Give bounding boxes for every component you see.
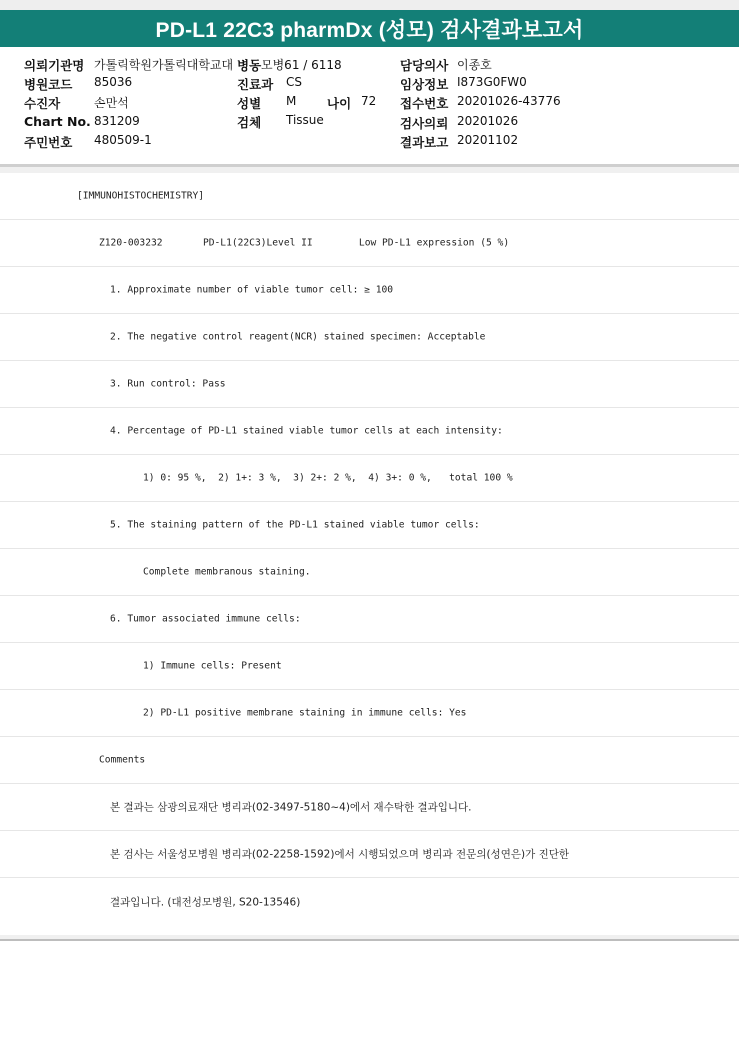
report-line: Z120-003232 PD-L1(22C3)Level II Low PD-L1 expression (5 %)	[0, 220, 739, 267]
report-date-value: 20201102	[457, 133, 519, 147]
comment-line: 결과입니다. (대전성모병원, S20-13546)	[110, 896, 301, 908]
report-line: [IMMUNOHISTOCHEMISTRY]	[0, 173, 739, 220]
report-date-label: 결과보고	[400, 135, 449, 150]
report-line: 3. Run control: Pass	[0, 361, 739, 408]
comments-heading: Comments	[0, 737, 739, 784]
receipt-no-label: 접수번호	[400, 96, 449, 111]
dept-label: 진료과	[237, 77, 274, 92]
report-line: 6. Tumor associated immune cells:	[0, 596, 739, 643]
comment-line: 본 검사는 서울성모병원 병리과(02-2258-1592)에서 시행되었으며 병리과 전문의(성연은)가 진단한	[0, 831, 739, 878]
request-label: 검사의뢰	[400, 116, 449, 131]
ward-value: 모병61 / 6118	[261, 58, 342, 72]
top-band	[0, 0, 739, 10]
institution-label: 의뢰기관명	[24, 58, 85, 73]
report-body	[0, 173, 739, 925]
hospital-code-label: 병원코드	[24, 77, 73, 92]
examinee-label: 수진자	[24, 96, 61, 111]
request-value: 20201026	[457, 114, 519, 128]
report-line: 5. The staining pattern of the PD-L1 stained viable tumor cells:	[0, 502, 739, 549]
specimen-value: Tissue	[286, 113, 324, 127]
examinee-value: 손만석	[94, 96, 129, 110]
specimen-label: 검체	[237, 115, 262, 130]
receipt-no-value: 20201026-43776	[457, 94, 561, 108]
sex-label: 성별	[237, 96, 262, 111]
patient-info	[0, 50, 739, 166]
footer-divider	[0, 939, 739, 941]
rrn-value: 480509-1	[94, 133, 152, 147]
chart-no-label: Chart No.	[24, 114, 91, 129]
report-line: 1. Approximate number of viable tumor cell: ≥ 100	[0, 267, 739, 314]
clinical-info-label: 임상정보	[400, 77, 449, 92]
rrn-label: 주민번호	[24, 135, 73, 150]
comment-line: 본 결과는 삼광의료재단 병리과(02-3497-5180~4)에서 재수탁한 결과입니다.	[0, 784, 739, 831]
clinical-info-value: I873G0FW0	[457, 75, 527, 89]
age-value: 72	[361, 94, 377, 108]
chart-no-value: 831209	[94, 114, 140, 128]
ward-label: 병동	[237, 58, 262, 73]
sex-value: M	[286, 94, 297, 108]
report-line: 4. Percentage of PD-L1 stained viable tumor cells at each intensity:	[0, 408, 739, 455]
doctor-label: 담당의사	[400, 58, 449, 73]
age-label: 나이	[327, 96, 352, 111]
report-line: 1) 0: 95 %, 2) 1+: 3 %, 3) 2+: 2 %, 4) 3+: 0 %, total 100 %	[0, 455, 739, 502]
report-title: PD-L1 22C3 pharmDx (성모) 검사결과보고서	[0, 10, 739, 47]
doctor-value: 이종호	[457, 58, 492, 72]
report-line: 1) Immune cells: Present	[0, 643, 739, 690]
report-line: Complete membranous staining.	[0, 549, 739, 596]
institution-value: 가톨릭학원가톨릭대학교대	[94, 58, 234, 72]
dept-value: CS	[286, 75, 302, 89]
hospital-code-value: 85036	[94, 75, 133, 89]
report-line: 2) PD-L1 positive membrane staining in immune cells: Yes	[0, 690, 739, 737]
report-line: 2. The negative control reagent(NCR) stained specimen: Acceptable	[0, 314, 739, 361]
